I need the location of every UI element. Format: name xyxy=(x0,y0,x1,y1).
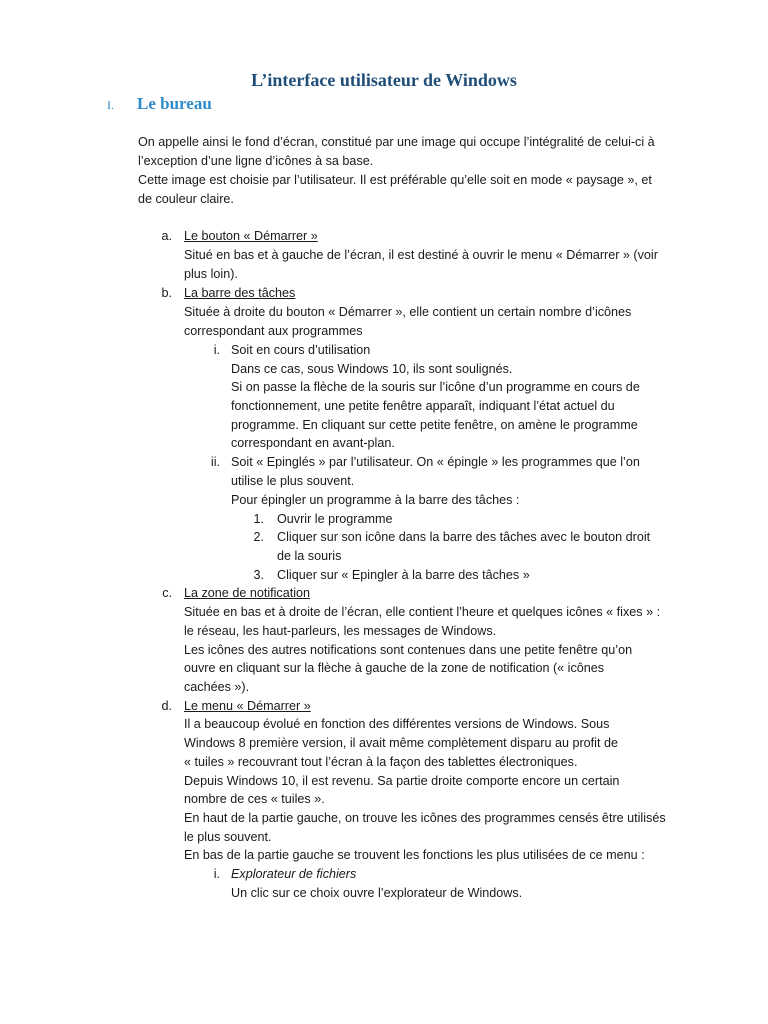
item-d-line: Windows 8 première version, il avait même complètement disparu au profit de xyxy=(184,736,618,750)
intro-line: de couleur claire. xyxy=(138,192,234,206)
step-line: Cliquer sur « Epingler à la barre des tâches » xyxy=(277,568,530,582)
item-d-line: Depuis Windows 10, il est revenu. Sa partie droite comporte encore un certain xyxy=(184,774,620,788)
step-line: Cliquer sur son icône dans la barre des tâches avec le bouton droit xyxy=(277,530,651,544)
step-marker: 2. xyxy=(253,530,264,544)
item-b-i-line: correspondant en avant-plan. xyxy=(231,436,395,450)
intro-line: On appelle ainsi le fond d’écran, constitué par une image qui occupe l’intégralité de celui-ci à xyxy=(138,135,655,149)
item-d-i-line: Un clic sur ce choix ouvre l’explorateur de Windows. xyxy=(231,886,523,900)
item-a-line: Situé en bas et à gauche de l’écran, il est destiné à ouvrir le menu « Démarrer » (voir xyxy=(184,248,658,262)
item-c-line: ouvre en cliquant sur la flèche à gauche de la zone de notification (« icônes xyxy=(184,661,605,675)
item-b-i-line: Si on passe la flèche de la souris sur l’icône d’un programme en cours de xyxy=(231,380,640,394)
section-number: I. xyxy=(107,98,114,112)
item-b-i-line: programme. En cliquant sur cette petite fenêtre, on amène le programme xyxy=(231,418,638,432)
item-c-line: Les icônes des autres notifications sont contenues dans une petite fenêtre qu’on xyxy=(184,643,633,657)
intro-line: l’exception d’une ligne d’icônes à sa base. xyxy=(138,154,374,168)
item-a-heading: Le bouton « Démarrer » xyxy=(184,229,318,243)
list-marker-a: a. xyxy=(161,229,172,243)
list-marker-b: b. xyxy=(161,286,172,300)
intro-line: Cette image est choisie par l’utilisateur. Il est préférable qu’elle soit en mode « paysage », et xyxy=(138,173,652,187)
step-line: Ouvrir le programme xyxy=(277,512,393,526)
item-b-ii-line: utilise le plus souvent. xyxy=(231,474,355,488)
item-b-heading: La barre des tâches xyxy=(184,286,296,300)
item-d-i-heading: Explorateur de fichiers xyxy=(231,867,357,881)
sub-marker-d-i: i. xyxy=(213,867,220,881)
item-b-i-line: Soit en cours d’utilisation xyxy=(231,343,371,357)
item-d-line: En haut de la partie gauche, on trouve les icônes des programmes censés être utilisés xyxy=(184,811,666,825)
item-c-line: le réseau, les haut-parleurs, les messages de Windows. xyxy=(184,624,497,638)
section-heading xyxy=(107,94,212,114)
item-d-heading: Le menu « Démarrer » xyxy=(184,699,311,713)
item-c-heading: La zone de notification xyxy=(184,586,311,600)
item-b-line: Située à droite du bouton « Démarrer », elle contient un certain nombre d’icônes xyxy=(184,305,632,319)
item-c-line: cachées »). xyxy=(184,680,250,694)
step-marker: 1. xyxy=(253,512,264,526)
item-c-line: Située en bas et à droite de l’écran, elle contient l’heure et quelques icônes « fixes » : xyxy=(184,605,661,619)
item-d-line: le plus souvent. xyxy=(184,830,272,844)
list-marker-d: d. xyxy=(161,699,172,713)
document-title: L’interface utilisateur de Windows xyxy=(251,70,517,90)
item-a-line: plus loin). xyxy=(184,267,238,281)
item-b-i-line: Dans ce cas, sous Windows 10, ils sont soulignés. xyxy=(231,362,513,376)
item-b-ii-line: Pour épingler un programme à la barre des tâches : xyxy=(231,493,520,507)
list-marker-c: c. xyxy=(162,586,172,600)
step-marker: 3. xyxy=(253,568,264,582)
item-d-line: « tuiles » recouvrant tout l’écran à la façon des tablettes électroniques. xyxy=(184,755,578,769)
item-d-line: Il a beaucoup évolué en fonction des différentes versions de Windows. Sous xyxy=(184,717,610,731)
item-b-ii-line: Soit « Epinglés » par l’utilisateur. On « épingle » les programmes que l’on xyxy=(231,455,640,469)
item-b-line: correspondant aux programmes xyxy=(184,324,363,338)
step-line: de la souris xyxy=(277,549,342,563)
item-d-line: En bas de la partie gauche se trouvent les fonctions les plus utilisées de ce menu : xyxy=(184,848,645,862)
sub-marker-b-ii: ii. xyxy=(210,455,220,469)
item-d-line: nombre de ces « tuiles ». xyxy=(184,792,325,806)
section-title: Le bureau xyxy=(137,94,212,113)
sub-marker-b-i: i. xyxy=(213,343,220,357)
item-b-i-line: fonctionnement, une petite fenêtre apparaît, indiquant l’état actuel du xyxy=(231,399,615,413)
